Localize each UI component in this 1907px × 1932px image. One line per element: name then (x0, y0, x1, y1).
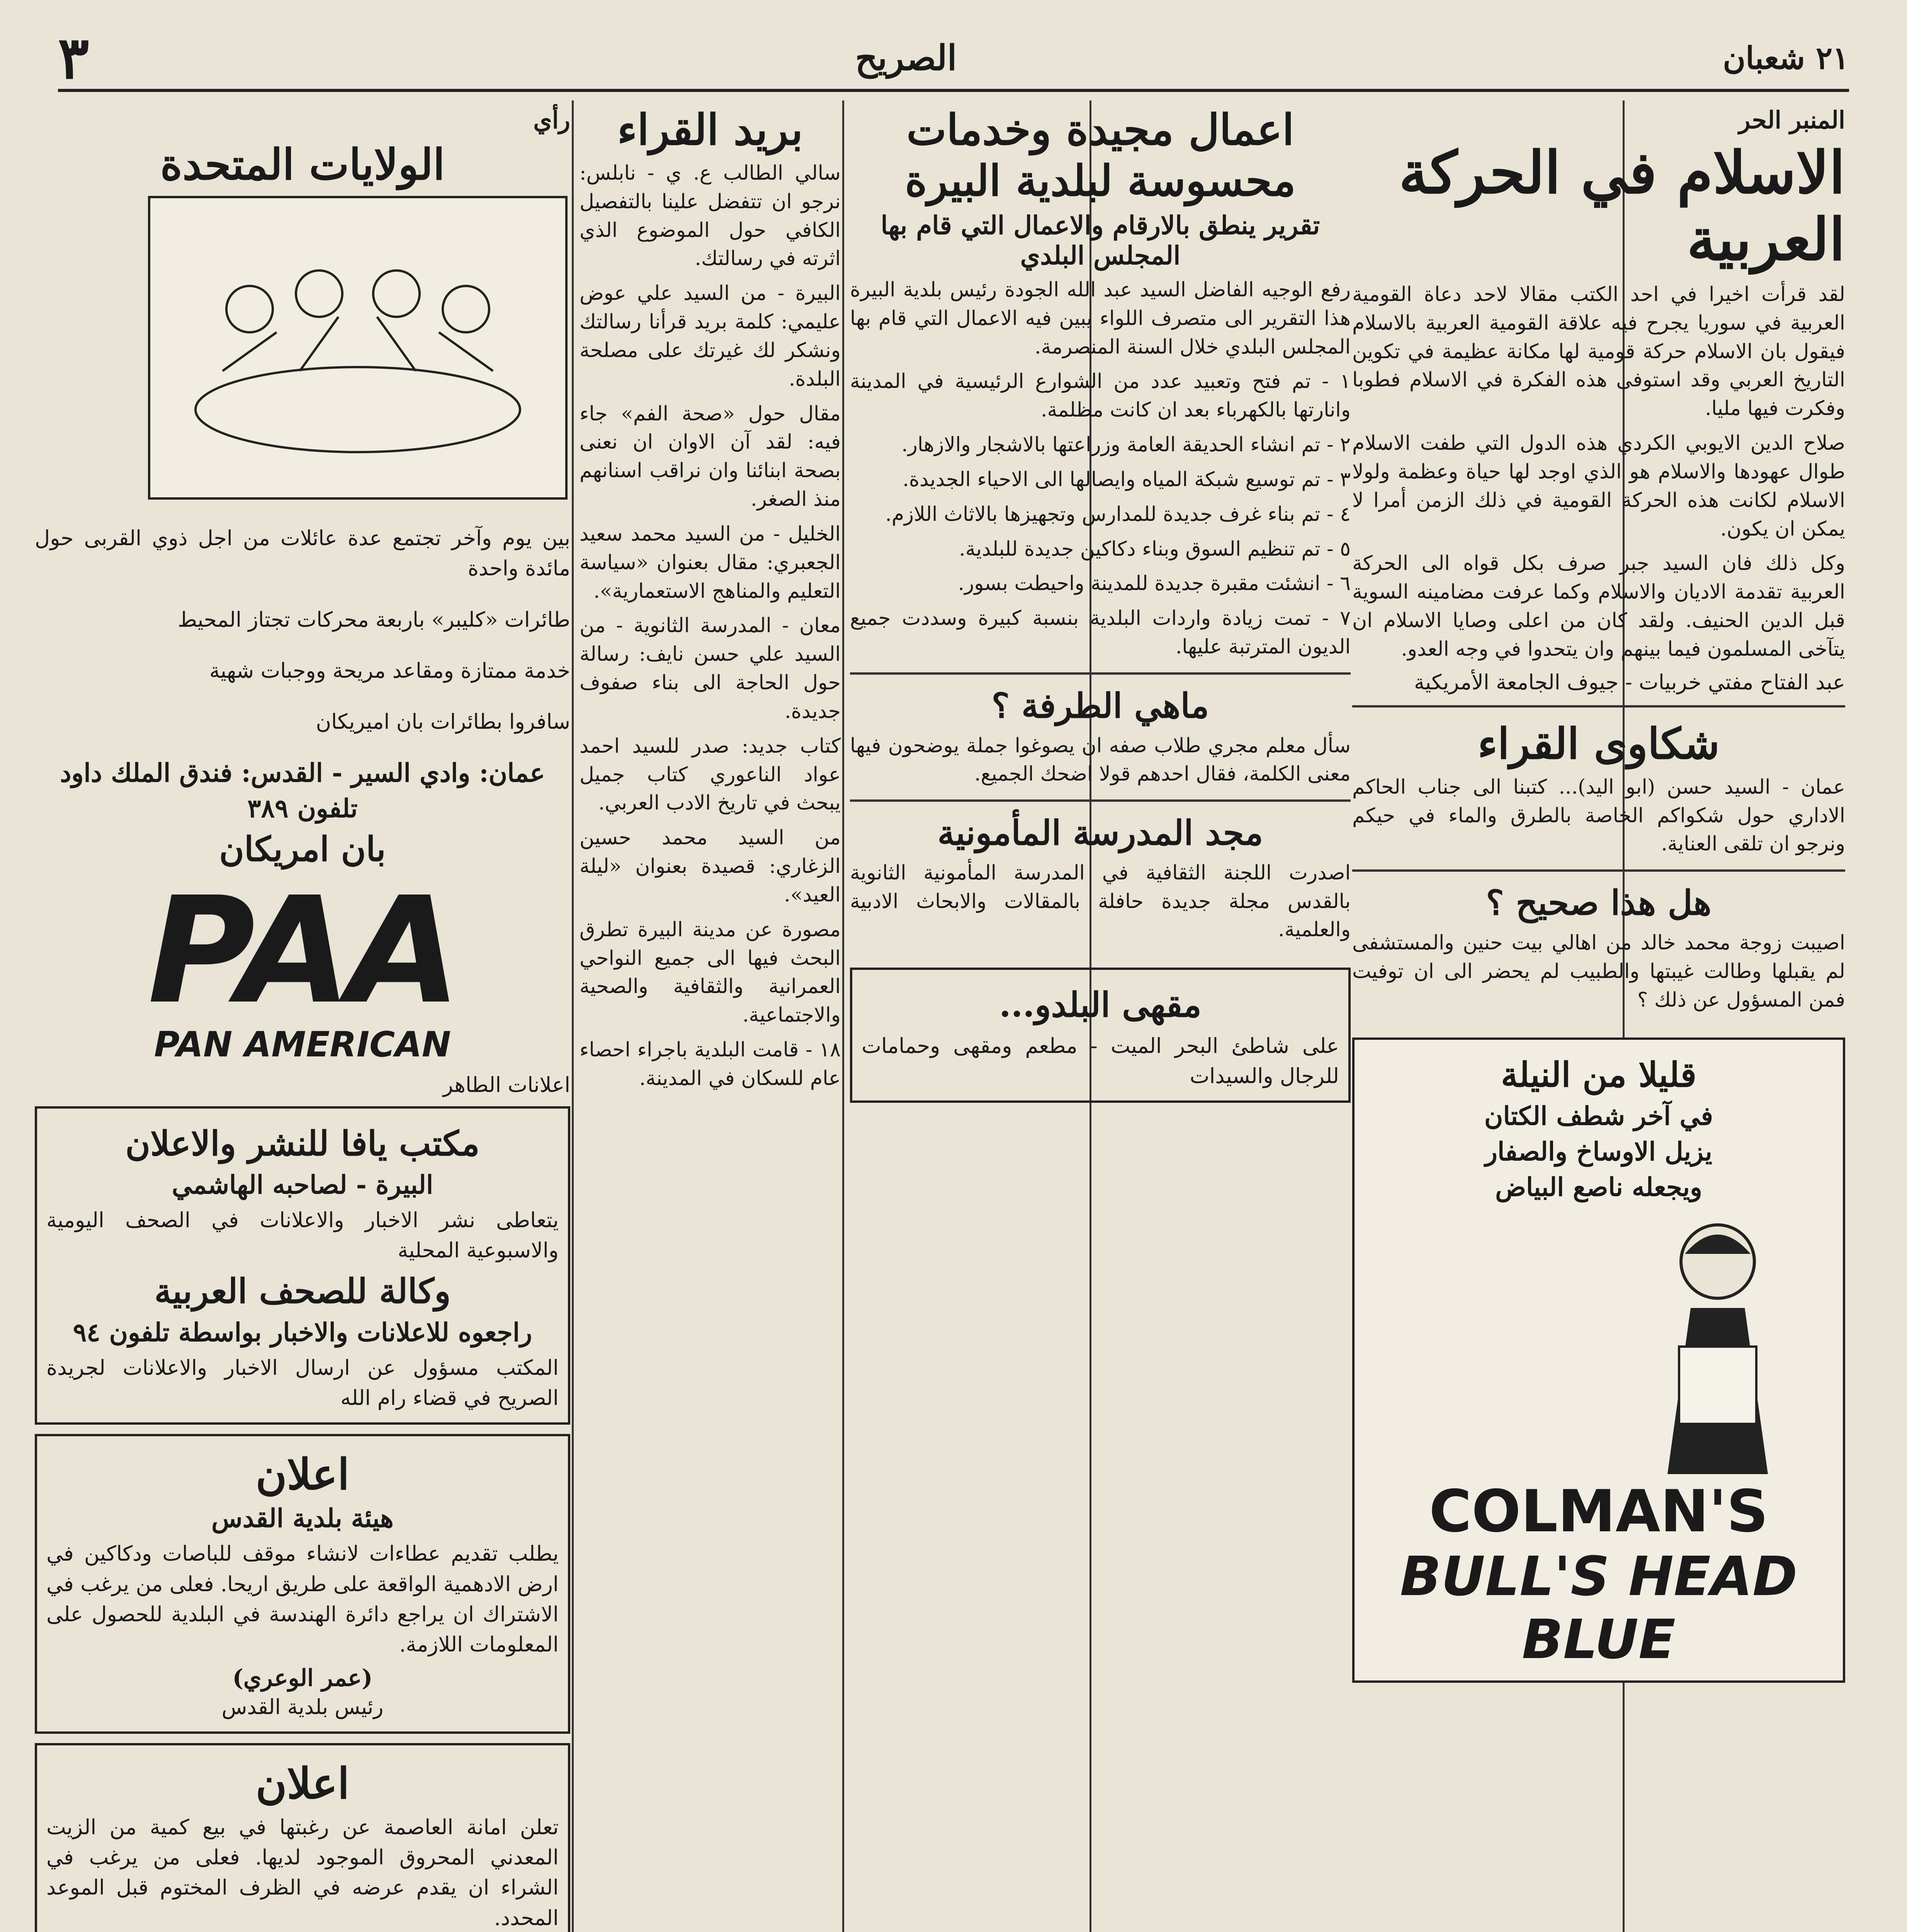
school-title: مجد المدرسة المأمونية (937, 813, 1263, 853)
article-paragraph: ٦ - انشئت مقبرة جديدة للمدينة واحيطت بسور. (958, 572, 1351, 595)
family-illustration (35, 193, 570, 502)
article-paragraph: وكل ذلك فان السيد جبر صرف بكل قواه الى الحركة العربية تقدمة الاديان والاسلام وكما عرفت مضامينه السوية قبل الدين الحنيف. ولقد كان من اعلى وصايا الاسلام ان يتآخى المسلمون فيما بينهم وان يتحدوا في وجه العدو. (1352, 552, 1845, 661)
divider (1352, 705, 1845, 707)
ad-line: بين يوم وآخر تجتمع عدة عائلات من اجل ذوي القربى حول مائدة واحدة (35, 526, 570, 581)
ad-line: طائرات «كليبر» باربعة محركات تجتاز المحيط (178, 607, 570, 632)
notice-title: اعلان (255, 1449, 350, 1500)
cafe-body: على شاطئ البحر الميت - مطعم ومقهى وحمامات للرجال والسيدات (862, 1033, 1339, 1088)
readers-mail-title: بريد القراء (617, 105, 803, 155)
colmans-ad-title: قليلا من النيلة (1501, 1054, 1697, 1095)
column-ads (35, 100, 570, 1932)
page-number: ٣ (58, 24, 89, 92)
mail-item: ١٨ - قامت البلدية باجراء احصاء عام للسكان في المدينة. (580, 1038, 841, 1090)
jaffa-office-agency: وكالة للصحف العربية (154, 1271, 451, 1311)
column-rule (572, 100, 574, 1932)
jaffa-office-body: يتعاطى نشر الاخبار والاعلانات في الصحف اليومية والاسبوعية المحلية (46, 1208, 559, 1262)
anecdote-body: سأل معلم مجري طلاب صفه ان يصوغوا جملة يوضحون فيها معنى الكلمة، فقال احدهم قولا اضحك الجميع. (850, 734, 1351, 786)
colmans-brand (1364, 1478, 1834, 1671)
article-paragraph: ٣ - تم توسيع شبكة المياه وايصالها الى الاحياء الجديدة. (903, 468, 1351, 491)
article-paragraph: ٥ - تم تنظيم السوق وبناء دكاكين جديدة للبلدية. (959, 537, 1351, 561)
brand-line-1: COLMAN'S (1429, 1478, 1769, 1545)
pan-american-text: PAN AMERICAN (154, 1024, 451, 1065)
jaffa-office-phone: راجعوه للاعلانات والاخبار بواسطة تلفون ٩٤ (73, 1317, 532, 1347)
anecdote-title: ماهي الطرفة ؟ (991, 685, 1209, 726)
colmans-ad (1352, 1037, 1845, 1683)
cafe-title: مقهى البلدو... (999, 985, 1202, 1025)
colmans-ad-line: في آخر شطف الكتان (1484, 1100, 1713, 1131)
jerusalem-notice (35, 1434, 570, 1733)
agency-note: اعلانات الطاهر (443, 1073, 570, 1097)
column-rule (842, 100, 844, 1932)
cafe-ad (850, 968, 1351, 1103)
colmans-ad-line: يزيل الاوساخ والصفار (1485, 1136, 1712, 1167)
notice-signature: (عمر الوعري) (232, 1664, 373, 1692)
pan-am-ad-title: الولايات المتحدة (160, 139, 445, 189)
paa-logo-text: PAA (148, 865, 457, 1037)
article-paragraph: ٧ - تمت زيادة واردات البلدية بنسبة كبيرة وسددت جميع الديون المترتبة عليها. (850, 607, 1351, 659)
divider (1352, 869, 1845, 872)
jaffa-office-box (35, 1106, 570, 1425)
mail-item: من السيد محمد حسين الزغاري: قصيدة بعنوان «ليلة العيد». (580, 826, 841, 906)
amman-notice-oil (35, 1743, 570, 1932)
mail-item: مصورة عن مدينة البيرة تطرق البحث فيها الى جميع النواحي العمرانية والثقافية والصحية والاجتماعية. (580, 918, 841, 1027)
is-it-true-title: هل هذا صحيح ؟ (1486, 883, 1712, 923)
woman-illustration (1364, 1208, 1834, 1478)
column-bireh-municipality (850, 100, 1351, 1932)
notice-signature-title: رئيس بلدية القدس (221, 1694, 384, 1719)
column-readers-mail (580, 100, 841, 1932)
pan-am-logo (35, 865, 570, 1065)
reader-complaints-title: شكاوى القراء (1477, 718, 1720, 769)
article-body (1352, 281, 1845, 664)
article-body (850, 276, 1351, 662)
notice-body: يطلب تقديم عطاءات لانشاء موقف للباصات ودكاكين في ارض الادهمية الواقعة على طريق اريحا. فعلى من يرغب في الاشتراك ان يراجع دائرة الهندسة في البلدية للحصول على المعلومات اللازمة. (46, 1541, 559, 1657)
article-paragraph: ١ - تم فتح وتعبيد عدد من الشوارع الرئيسية في المدينة وانارتها بالكهرباء بعد ان كانت مظلمة. (850, 370, 1351, 422)
is-it-true-body: اصيبت زوجة محمد خالد من اهالي بيت حنين والمستشفى لم يقبلها وطالت غيبتها والطبيب لم يحضر الى ان توفيت فمن المسؤول عن ذلك ؟ (1352, 931, 1845, 1012)
mail-item: كتاب جديد: صدر للسيد احمد عواد الناعوري كتاب جميل يبحث في تاريخ الادب العربي. (580, 734, 841, 815)
divider (850, 799, 1351, 802)
mail-item: مقال حول «صحة الفم» جاء فيه: لقد آن الاوان ان نعنى بصحة ابنائنا وان نراقب اسنانهم منذ الصغر. (580, 402, 841, 511)
article-paragraph: صلاح الدين الايوبي الكردي هذه الدول التي طفت الاسلام طوال عهودها والاسلام هو الذي اوجد لها حياة وعظمة ولولا الاسلام لكانت هذه الحركة القومية في ذلك الزمن أمرا لا يمكن ان يكون. (1352, 432, 1845, 541)
newspaper-name: الصريح (855, 37, 957, 78)
section-heading: رأي (533, 106, 570, 134)
pan-am-brand-arabic: بان امريكان (219, 829, 386, 869)
mail-item: معان - المدرسة الثانوية - من السيد علي حسن نايف: رسالة حول الحاجة الى بناء صفوف جديدة. (580, 614, 841, 723)
jaffa-office-title: مكتب يافا للنشر والاعلان (125, 1123, 480, 1164)
divider (850, 672, 1351, 675)
notice-title: اعلان (255, 1758, 350, 1808)
ad-line: خدمة ممتازة ومقاعد مريحة ووجبات شهية (209, 658, 570, 683)
notice-subtitle: هيئة بلدية القدس (211, 1503, 394, 1534)
school-body: اصدرت اللجنة الثقافية في المدرسة المأمونية الثانوية بالقدس مجلة جديدة حافلة بالمقالات والابحاث الادبية والعلمية. (850, 861, 1351, 942)
readers-mail-body (580, 159, 841, 1093)
mail-item: الخليل - من السيد محمد سعيد الجعبري: مقال بعنوان «سياسة التعليم والمناهج الاستعمارية». (580, 522, 841, 603)
pan-am-ad-body (35, 523, 570, 737)
reader-complaints-body: عمان - السيد حسن (ابو اليد)... كتبنا الى جناب الحاكم الاداري حول شكواكم الخاصة بالطرق والماء في حيكم ونرجو ان تلقى العناية. (1352, 775, 1845, 856)
article-signature: عبد الفتاح مفتي خربيات - جيوف الجامعة الأمريكية (1414, 670, 1845, 694)
colmans-ad-line: ويجعله ناصع البياض (1495, 1172, 1702, 1202)
article-paragraph: لقد قرأت اخيرا في احد الكتب مقالا لاحد دعاة القومية العربية في سوريا يجرح فيه علاقة القومية العربية بالاسلام فيقول بان الاسلام حركة قومية لها مكانة عظيمة في تكوين التاريخ العربي وقد استوفى هذه الفكرة في الاسلام فطوبا وفكرت فيها مليا. (1352, 283, 1845, 420)
article-paragraph: ٤ - تم بناء غرف جديدة للمدارس وتجهيزها بالاثاث اللازم. (885, 502, 1351, 526)
article-paragraph: رفع الوجيه الفاضل السيد عبد الله الجودة رئيس بلدية البيرة هذا التقرير الى متصرف اللواء يبين فيه الاعمال التي قام بها المجلس البلدي خلال السنة المنصرمة. (850, 278, 1351, 359)
issue-date: ٢١ شعبان (1723, 40, 1849, 76)
jaffa-office-note: المكتب مسؤول عن ارسال الاخبار والاعلانات لجريدة الصريح في قضاء رام الله (46, 1355, 559, 1410)
article-paragraph: ٢ - تم انشاء الحديقة العامة وزراعتها بالاشجار والازهار. (901, 433, 1351, 457)
article-subtitle: تقرير ينطق بالارقام والاعمال التي قام بها المجلس البلدي (880, 210, 1320, 270)
column-islam-arab (1352, 100, 1845, 1932)
article-headline: اعمال مجيدة وخدمات محسوسة لبلدية البيرة (905, 105, 1296, 206)
mail-item: سالي الطالب ع. ي - نابلس: نرجو ان تتفضل علينا بالتفصيل الكافي حول الموضوع الذي اثرته في رسالتك. (580, 162, 841, 270)
jaffa-office-address: البيرة - لصاحبه الهاشمي (172, 1169, 433, 1200)
ad-line: سافروا بطائرات بان اميريكان (316, 709, 570, 734)
section-kicker: المنبر الحر (1739, 106, 1845, 134)
brand-line-2: BULL'S HEAD BLUE (1400, 1545, 1798, 1671)
article-headline: الاسلام في الحركة العربية (1399, 139, 1845, 274)
pan-am-phone: تلفون ٣٨٩ (247, 793, 358, 824)
pan-am-agents: عمان: وادي السير - القدس: فندق الملك داود (60, 758, 545, 788)
mail-item: البيرة - من السيد علي عوض عليمي: كلمة بريد قرأنا رسالتك ونشكر لك غيرتك على مصلحة البلدة. (580, 282, 841, 391)
masthead (58, 24, 1849, 92)
notice-body: تعلن امانة العاصمة عن رغبتها في بيع كمية من الزيت المعدني المحروق الموجود لديها. فعلى من يرغب في الشراء ان يقدم عرضه في الظرف المختوم قبل الموعد المحدد. (46, 1815, 559, 1930)
